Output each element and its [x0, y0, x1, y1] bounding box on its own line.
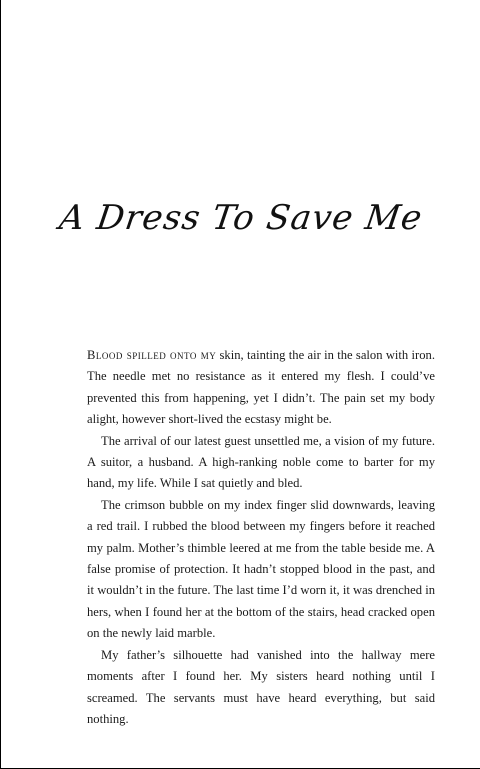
paragraph-text: skin, tainting the air in the salon with iron. The needle met no resistance as it entered my flesh. I could’ve prevented this from happening, yet I didn’t. The pain set my body alight, however short-lived the ecstasy might be.	[87, 348, 435, 427]
paragraph	[87, 345, 435, 431]
paragraph-lead-in: Blood spilled onto my	[87, 348, 217, 362]
paragraph: The arrival of our latest guest unsettled me, a vision of my future. A suitor, a husband. A high-ranking noble come to barter for my hand, my life. While I sat quietly and bled.	[87, 433, 435, 491]
chapter-title: A Dress To Save Me	[56, 198, 426, 238]
paragraph: My father’s silhouette had vanished into the hallway mere moments after I found her. My sisters heard nothing until I screamed. The servants must have heard everything, but said nothing.	[87, 647, 435, 726]
paragraph: The crimson bubble on my index finger slid downwards, leaving a red trail. I rubbed the blood between my fingers before it reached my palm. Mother’s thimble leered at me from the table beside me. A false promise of protection. It hadn’t stopped blood in the past, and it wouldn’t in the future. The last time I’d worn it, it was drenched in hers, when I found her at the bottom of the stairs, head cracked open on the newly laid marble.	[87, 497, 435, 641]
chapter-body	[87, 345, 435, 730]
